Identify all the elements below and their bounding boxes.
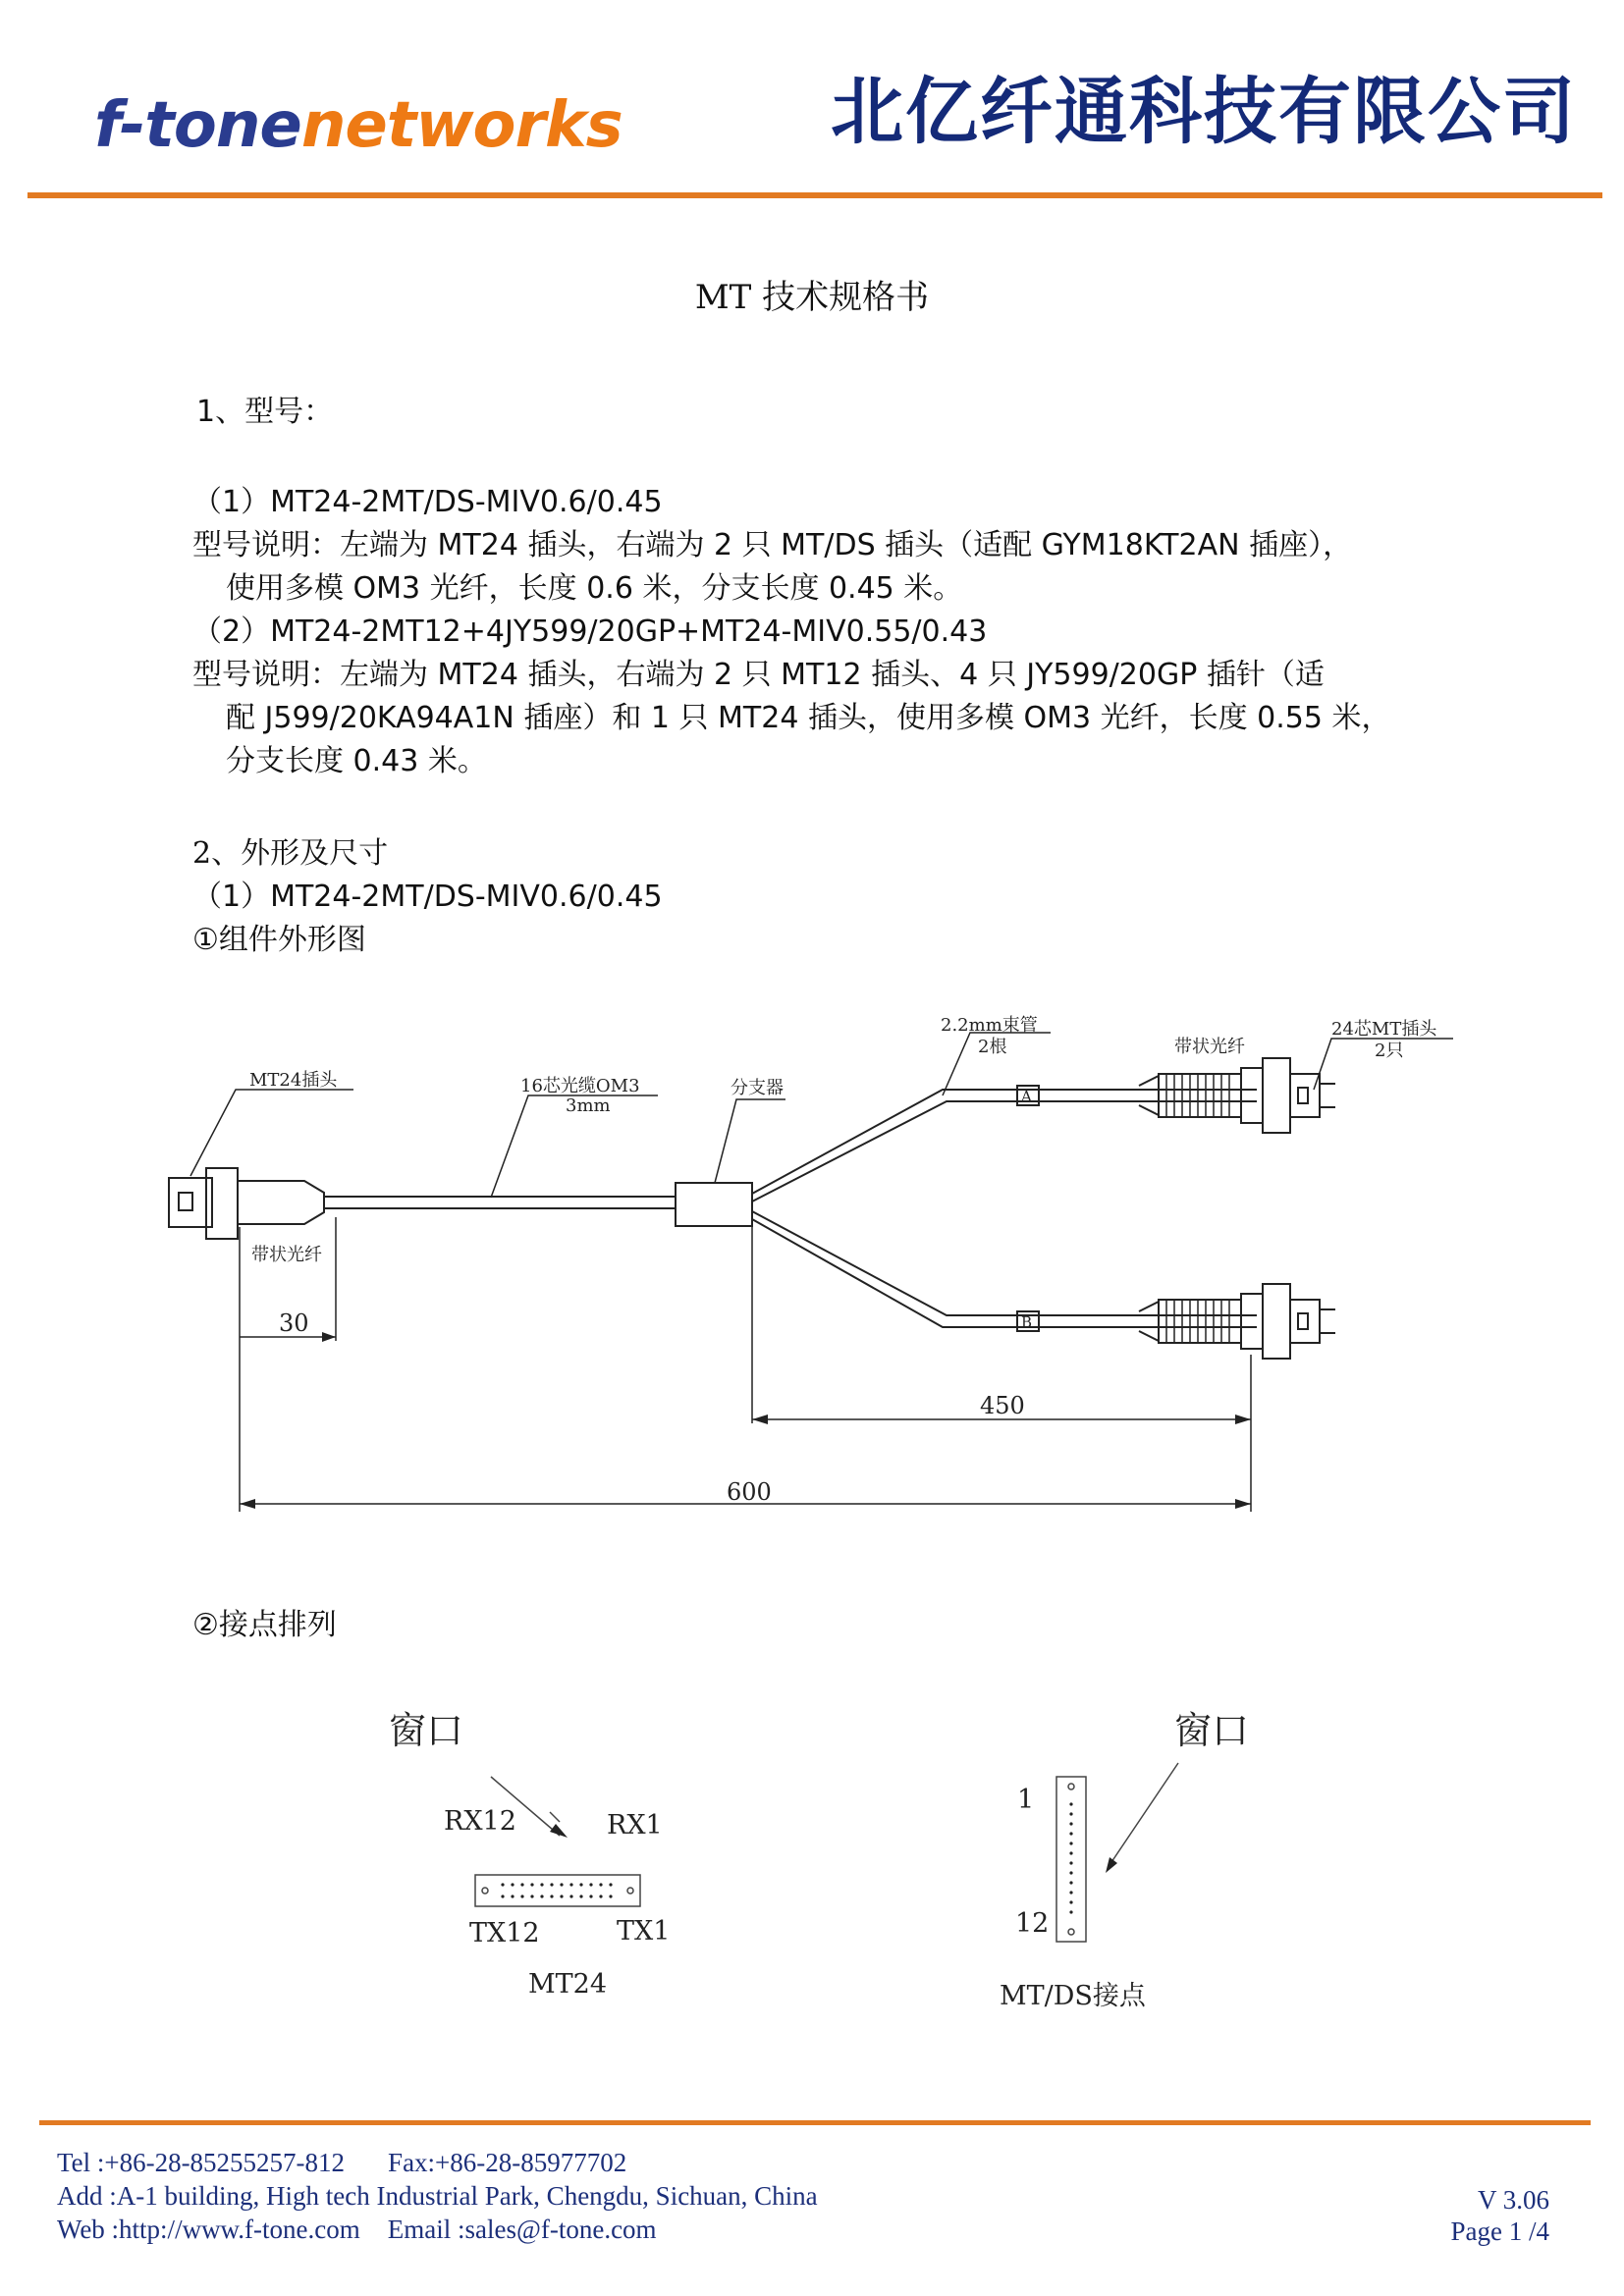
section1-heading: 1、型号：	[196, 395, 334, 429]
label-ribbon-right: 带状光纤	[1174, 1037, 1245, 1057]
assembly-outline-drawing	[157, 991, 1492, 1541]
dimension-30: 30	[279, 1309, 309, 1337]
tx1-label: TX1	[617, 1916, 671, 1947]
boot-left	[238, 1181, 324, 1224]
splitter-body	[676, 1183, 752, 1226]
logo-text-part2: networks	[300, 89, 623, 162]
contact-arrangement-drawing	[363, 1688, 1286, 2042]
mt24-label: MT24	[528, 1969, 608, 2000]
mt-plug-lower	[1263, 1284, 1290, 1359]
footer-page-number: Page 1 /4	[1450, 2216, 1549, 2246]
label-splitter: 分支器	[731, 1078, 784, 1098]
footer-contact-line	[57, 2148, 626, 2178]
rx1-label: RX1	[607, 1810, 663, 1841]
contacts-heading: ②接点排列	[192, 1608, 337, 1642]
tx12-label: TX12	[469, 1918, 540, 1949]
label-tube-line1: 2.2mm束管	[941, 1015, 1038, 1036]
branch-b-label: B	[1021, 1313, 1033, 1331]
footer-email[interactable]: Email :sales@f-tone.com	[387, 2215, 657, 2244]
model1-desc-line2: 使用多模 OM3 光纤，长度 0.6 米，分支长度 0.45 米。	[226, 571, 963, 606]
mt24-face	[475, 1875, 640, 1906]
model2-desc-line3: 分支长度 0.43 米。	[226, 744, 487, 778]
dimension-600: 600	[727, 1478, 772, 1506]
footer-version: V 3.06	[1477, 2185, 1549, 2215]
mtds-fibre-column	[1069, 1802, 1072, 1913]
window-label-right: 窗口	[1174, 1709, 1250, 1752]
company-name: 北亿纤通科技有限公司	[831, 70, 1577, 154]
label-mt24-plug: MT24插头	[249, 1070, 338, 1091]
footer-web[interactable]: Web :http://www.f-tone.com	[57, 2215, 360, 2244]
footer-web-line	[57, 2215, 657, 2245]
pin12-label: 12	[1015, 1908, 1050, 1939]
section1-body	[192, 481, 1469, 783]
label-ribbon-left: 带状光纤	[251, 1245, 322, 1265]
section2-model1: （1）MT24-2MT/DS-MIV0.6/0.45	[192, 880, 663, 914]
label-cable-line1: 16芯光缆OM3	[520, 1076, 640, 1096]
label-cable-line2: 3mm	[566, 1095, 611, 1116]
window-label-left: 窗口	[389, 1709, 464, 1752]
section2-body	[192, 832, 1469, 962]
company-logo	[94, 89, 623, 162]
section2-heading: 2、外形及尺寸	[192, 836, 389, 871]
header-divider	[27, 192, 1602, 198]
mtds-face	[1056, 1777, 1086, 1942]
footer-tel: Tel :+86-28-85255257-812	[57, 2148, 346, 2177]
model2: （2）MT24-2MT12+4JY599/20GP+MT24-MIV0.55/0.43	[192, 614, 988, 649]
dimension-450: 450	[980, 1392, 1025, 1419]
document-title: MT 技术规格书	[694, 278, 930, 317]
pin1-label: 1	[1017, 1785, 1035, 1815]
rx12-label: RX12	[444, 1806, 516, 1837]
mt-plug-upper	[1263, 1058, 1290, 1133]
model1-desc-line1: 型号说明：左端为 MT24 插头，右端为 2 只 MT/DS 插头（适配 GYM18KT2AN 插座），	[192, 528, 1353, 562]
label-tube-line2: 2根	[978, 1037, 1007, 1057]
footer-divider	[39, 2120, 1591, 2125]
model2-desc-line2: 配 J599/20KA94A1N 插座）和 1 只 MT24 插头，使用多模 OM3 光纤，长度 0.55 米，	[226, 701, 1391, 735]
label-mt-plug-line2: 2只	[1375, 1041, 1404, 1061]
footer-address: Add :A-1 building, High tech Industrial Park, Chengdu, Sichuan, China	[57, 2181, 818, 2211]
label-mt-plug-line1: 24芯MT插头	[1331, 1019, 1437, 1040]
mtds-contacts-label: MT/DS接点	[1000, 1981, 1146, 2011]
mt24-tx-row	[501, 1895, 612, 1897]
logo-text-part1: f-tone	[94, 89, 301, 162]
model2-desc-line1: 型号说明：左端为 MT24 插头，右端为 2 只 MT12 插头、4 只 JY599/20GP 插针（适	[192, 658, 1325, 692]
model1: （1）MT24-2MT/DS-MIV0.6/0.45	[192, 485, 663, 519]
mt24-rx-row	[501, 1883, 612, 1886]
branch-a-label: A	[1021, 1088, 1032, 1105]
footer-fax: Fax:+86-28-85977702	[388, 2148, 627, 2177]
outline-heading: ①组件外形图	[192, 923, 366, 957]
